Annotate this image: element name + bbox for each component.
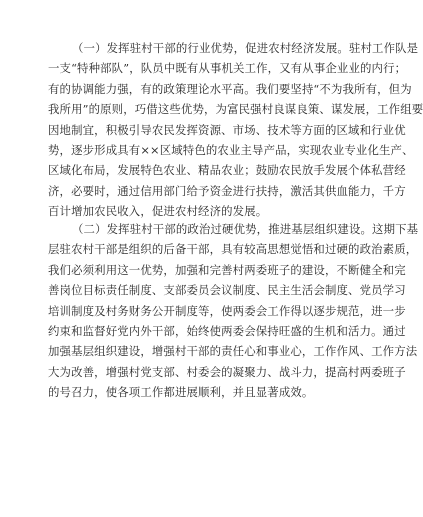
paragraph-line: 一支“特种部队”，队员中既有从事机关工作，又有从事企业业的内行； (48, 61, 407, 76)
paragraph-line: 善岗位目标责任制度、支部委员会议制度、民主生活会制度、党员学习 (48, 283, 406, 298)
paragraph-line: 加强基层组织建设，增强村干部的责任心和事业心，工作作风、工作方法 (48, 344, 418, 359)
paragraph-economic-development (48, 38, 423, 222)
paragraph-line: 的号召力，使各项工作都进展顺利，并且显著成效。 (48, 385, 314, 400)
paragraph-line: 培训制度及村务财务公开制度等，使两委会工作得以逐步规范，进一步 (48, 303, 406, 318)
paragraph-line: 层驻农村干部是组织的后备干部，具有较高思想觉悟和过硬的政治素质， (48, 242, 418, 257)
paragraph-line: 我们必须利用这一优势，加强和完善村两委班子的建设，不断健全和完 (48, 262, 406, 277)
paragraph-line: 势，逐步形成具有××区域特色的农业主导产品，实现农业专业化生产、 (48, 142, 414, 157)
paragraph-line: （一）发挥驻村干部的行业优势，促进农村经济发展。驻村工作队是 (72, 41, 419, 55)
paragraph-line: 百计增加农民收入，促进农村经济的发展。 (48, 204, 268, 219)
paragraph-line: 有的协调能力强，有的政策理论水平高。我们要坚持“不为我所有，但为 (48, 81, 412, 96)
paragraph-line: 大为改善，增强村党支部、村委会的凝聚力、战斗力，提高村两委班子 (48, 364, 406, 379)
paragraph-line: 我所用”的原则，巧借这些优势，为富民强村良谋良策、谋发展，工作组要 (48, 102, 423, 117)
paragraph-organization-building (48, 219, 419, 403)
paragraph-line: （二）发挥驻村干部的政治过硬优势，推进基层组织建设。这期下基 (72, 222, 419, 236)
paragraph-line: 约束和监督好党内外干部，始终使两委会保持旺盛的生机和活力。通过 (48, 323, 406, 338)
paragraph-line: 区域化布局，发展特色农业、精品农业；鼓励农民放手发展个体私营经 (48, 163, 406, 178)
paragraph-line: 济，必要时，通过信用部门给予资金进行扶持，激活其供血能力，千方 (48, 183, 406, 198)
paragraph-line: 因地制宜，积极引导农民发挥资源、市场、技术等方面的区域和行业优 (48, 122, 406, 137)
